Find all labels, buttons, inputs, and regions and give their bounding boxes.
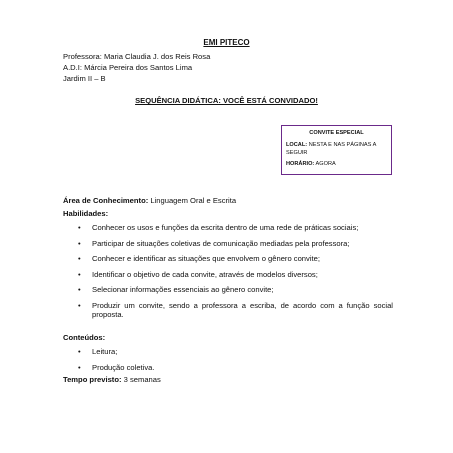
list-item: • Participar de situações coletivas de comunicação mediadas pela professora; [78,238,350,248]
bullet-icon: • [78,269,81,279]
invite-local-value: NESTA E NAS PÁGINAS A SEGUIR [286,142,377,156]
invite-horario-label: HORÁRIO: [286,161,315,167]
bullet-icon: • [78,254,81,263]
class-line: Jardim II – B [63,74,106,83]
school-name: EMI PITECO [203,38,250,47]
bullet-icon: • [78,300,81,310]
tempo-line [63,375,161,384]
conteudos-list [63,347,393,378]
teacher-line: Professora: Maria Claudia J. dos Reis Rosa [63,52,211,61]
list-item: • Produção coletiva. [78,362,155,372]
area-label: Área de Conhecimento: [63,196,149,205]
habilidades-list [63,223,393,326]
invite-horario-value: AGORA [315,161,336,167]
area-line [63,196,393,206]
list-item: • Conhecer os usos e funções da escrita dentro de uma rede de práticas sociais; [78,223,359,232]
invite-title: CONVITE ESPECIAL [309,130,364,136]
list-item: • Conhecer e identificar as situações que envolvem o gênero convite; [78,254,320,263]
adi-line: A.D.I: Márcia Pereira dos Santos Lima [63,63,193,72]
list-item: • Selecionar informações essenciais ao gênero convite; [78,285,274,294]
conteudos-heading: Conteúdos: [63,333,106,342]
list-item: • Identificar o objetivo de cada convite, através de modelos diversos; [78,269,318,279]
tempo-value: 3 semanas [123,375,161,384]
habilidades-heading: Habilidades: [63,209,109,218]
bullet-icon: • [78,362,81,372]
list-item: • Leitura; [78,347,118,356]
invite-local [286,141,387,157]
bullet-icon: • [78,223,81,232]
bullet-icon: • [78,285,81,294]
area-value: Linguagem Oral e Escrita [150,196,237,205]
bullet-icon: • [78,347,81,356]
document-title: SEQUÊNCIA DIDÁTICA: VOCÊ ESTÁ CONVIDADO! [135,96,318,105]
invite-box [281,125,392,175]
bullet-icon: • [78,238,81,248]
invite-horario [286,160,387,168]
tempo-label: Tempo previsto: [63,375,122,384]
list-item: • Produzir um convite, sendo a professora a escriba, de acordo com a função social proposta. [78,300,393,319]
invite-local-label: LOCAL: [286,142,308,148]
